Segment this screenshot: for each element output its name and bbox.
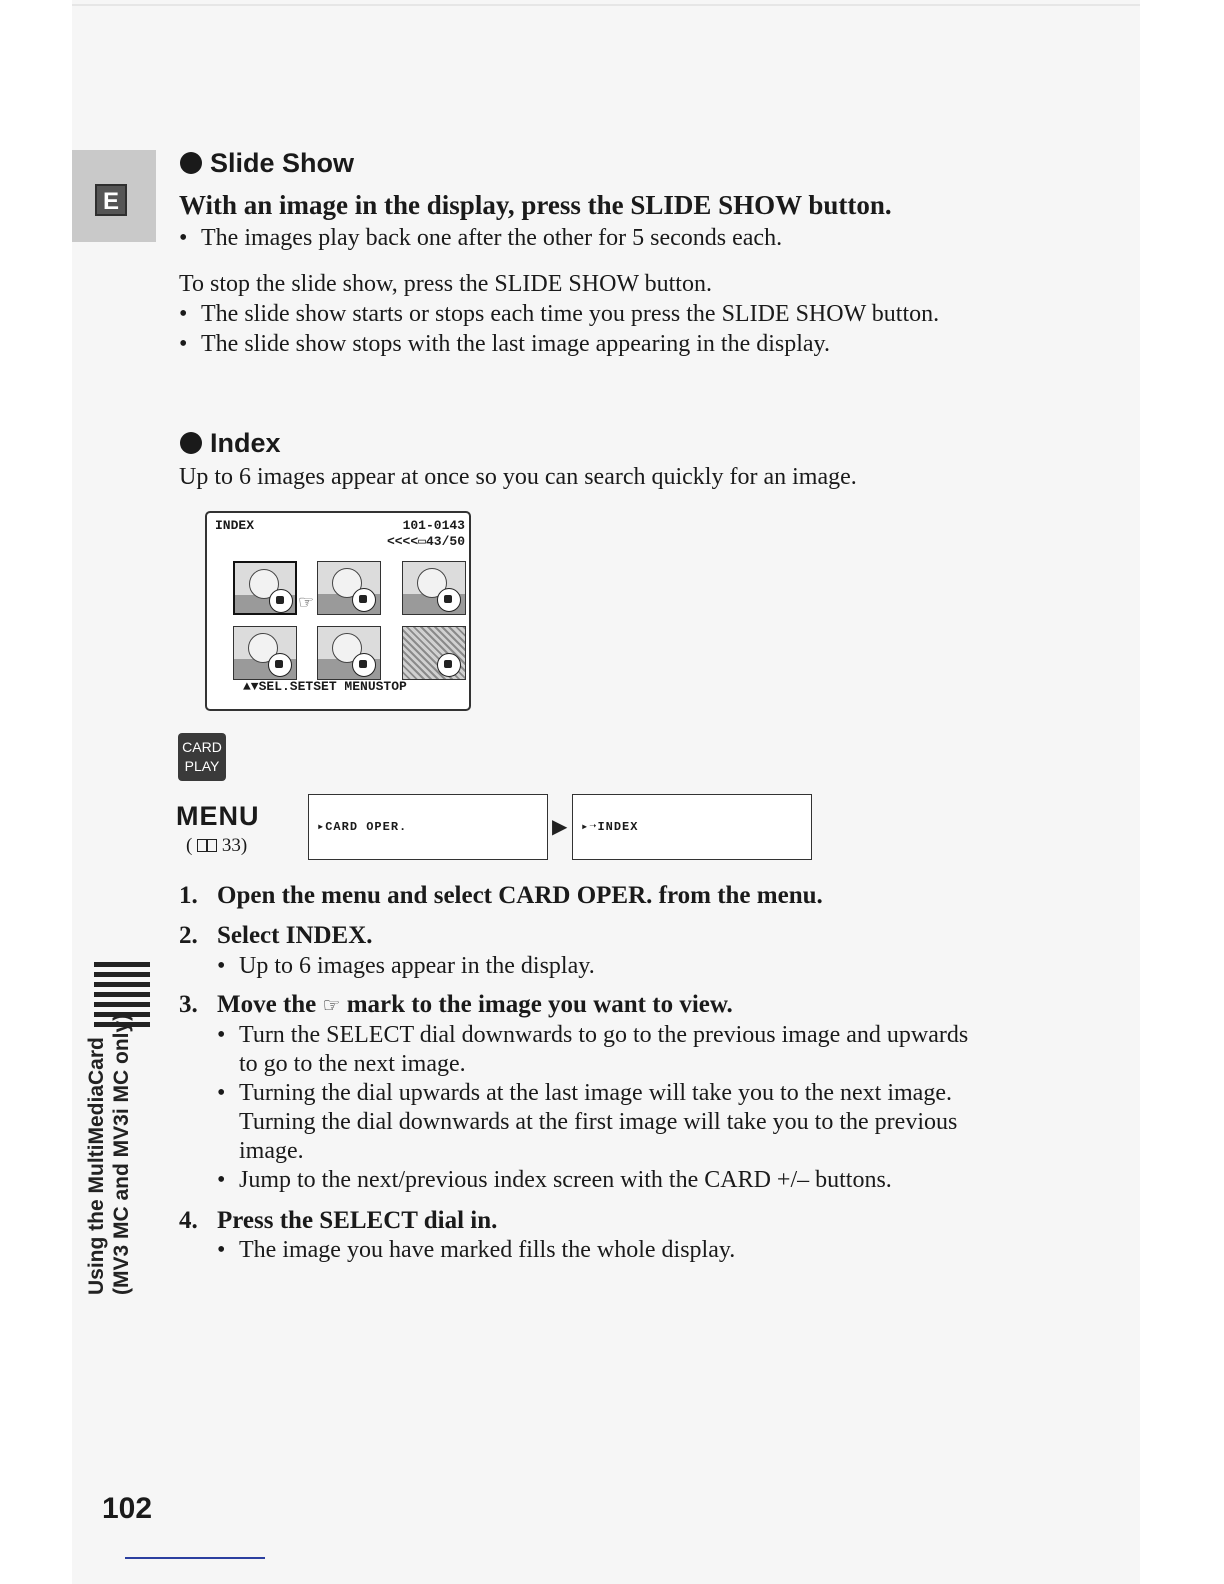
menu-step-index: ▸➝INDEX [572,794,812,860]
slide-show-bullet: • The slide show stops with the last image appearing in the display. [179,331,830,357]
step-3: 3. Move the ☞ mark to the image you want to view. [179,991,733,1018]
thumbnail-image [233,626,297,680]
card-play-button-icon [178,733,226,781]
hand-pointer-icon: ☞ [322,993,341,1017]
page-number: 102 [102,1492,153,1525]
menu-label: MENU [176,801,260,831]
step-3-bullet: • Turning the dial upwards at the last image will take you to the next image. Turning the dial downwards at the first image will take you to the previous image. [217,1080,958,1164]
slide-show-stop-text: To stop the slide show, press the SLIDE SHOW button. [179,271,712,297]
bottom-rule [125,1557,265,1559]
card-play-line2: PLAY [184,758,220,774]
step-4-bullet: • The image you have marked fills the whole display. [217,1237,736,1263]
bullet-dot-icon [180,432,202,454]
screen-counter: <<<<▭43/50 [386,534,465,549]
card-play-line1: CARD [182,739,222,755]
step-3-bullet: • Jump to the next/previous index screen with the CARD +/– buttons. [217,1167,892,1193]
step-1: 1. Open the menu and select CARD OPER. from the menu. [179,882,823,909]
slide-show-instruction: With an image in the display, press the SLIDE SHOW button. [179,190,892,220]
thumbnail-image [317,561,381,615]
thumbnail-image [402,626,466,680]
index-intro: Up to 6 images appear at once so you can search quickly for an image. [179,464,857,490]
menu-page-ref: ( 33) [186,835,248,856]
menu-step-card-oper: ▸CARD OPER. [308,794,548,860]
step-4: 4. Press the SELECT dial in. [179,1207,498,1234]
thumbnail-image [402,561,466,615]
step-3-bullet: • Turn the SELECT dial downwards to go to the previous image and upwards to go to the next image. [217,1022,969,1077]
section-side-label [84,1014,134,1295]
top-rule [72,4,1140,6]
book-icon [197,839,217,852]
slide-show-note: • The images play back one after the other for 5 seconds each. [179,225,783,251]
bullet-dot-icon [180,152,202,174]
language-badge: E [95,184,127,216]
thumbnail-image [233,561,297,615]
side-label-line1: Using the MultiMediaCard [85,1037,108,1295]
slide-show-bullet: • The slide show starts or stops each time you press the SLIDE SHOW button. [179,301,940,327]
screen-file-number: 101-0143 [402,518,465,533]
side-label-line2: (MV3 MC and MV3i MC only) [110,1013,133,1295]
screen-title: INDEX [215,518,255,533]
index-screen-illustration [205,511,471,711]
thumbnail-image [317,626,381,680]
step-2: 2. Select INDEX. [179,922,373,949]
index-heading: Index [180,428,281,459]
step-2-bullet: • Up to 6 images appear in the display. [217,953,595,979]
slide-show-heading: Slide Show [180,148,354,179]
hand-pointer-icon: ☞ [298,592,315,613]
screen-footer: ▲▼SEL.SETSET MENUSTOP [243,679,407,694]
arrow-right-icon: ▶ [552,814,568,838]
